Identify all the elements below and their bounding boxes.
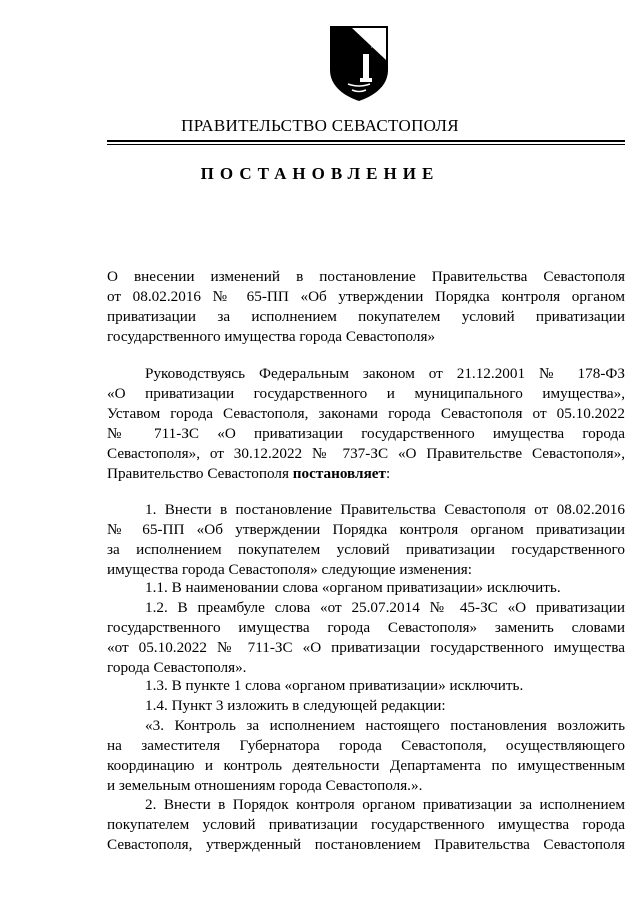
header-rule-thin — [107, 144, 625, 145]
item-1-line: 1. Внести в постановление Правительства Севастополя от 08.02.2016 — [145, 501, 625, 518]
item-1-4 — [107, 696, 625, 716]
header-rule-thick — [107, 140, 625, 142]
preamble-last-prefix: Правительство Севастополя — [107, 465, 293, 482]
item-1-line: № 65-ПП «Об утверждении Порядка контроля органом приватизации — [107, 521, 625, 538]
government-name: ПРАВИТЕЛЬСТВО СЕВАСТОПОЛЯ — [181, 116, 459, 135]
quote-line: на заместителя Губернатора города Севастополя, осуществляющего — [107, 737, 625, 754]
sevastopol-coat-of-arms-icon — [328, 24, 390, 102]
document-type: ПОСТАНОВЛЕНИЕ — [200, 164, 440, 183]
subject-line: государственного имущества города Севастополя» — [107, 328, 436, 345]
item-1-2-line: города Севастополя». — [107, 659, 247, 676]
document-subject — [107, 267, 625, 347]
item-1-1-line: 1.1. В наименовании слова «органом приватизации» исключить. — [145, 579, 561, 596]
subject-line: О внесении изменений в постановление Правительства Севастополя — [107, 268, 625, 285]
item-1-line: за исполнением покупателем условий приватизации государственного — [107, 541, 625, 558]
item-1-2-line: государственного имущества города Севастополя» заменить словами — [107, 619, 625, 636]
preamble-paragraph — [107, 364, 625, 484]
preamble-last-suffix: : — [385, 465, 391, 482]
quote-line: координацию и контроль деятельности Департамента по имущественным — [107, 757, 625, 774]
item-1-4-quote — [107, 716, 625, 796]
item-1-line: имущества города Севастополя» следующие изменения: — [107, 561, 472, 578]
preamble-line: № 711-ЗС «О приватизации государственного имущества города — [107, 425, 625, 442]
subject-line: приватизации за исполнением покупателем условий приватизации — [107, 308, 625, 325]
item-1 — [107, 500, 625, 580]
preamble-resolution-line — [107, 464, 625, 484]
preamble-line: Руководствуясь Федеральным законом от 21.12.2001 № 178-ФЗ — [145, 365, 625, 382]
item-2-line: Севастополя, утвержденный постановлением Правительства Севастополя — [107, 836, 625, 853]
preamble-line: Севастополя», от 30.12.2022 № 737-ЗС «О Правительстве Севастополя», — [107, 445, 625, 462]
item-2-line: покупателем условий приватизации государственного имущества города — [107, 816, 625, 833]
quote-line: «3. Контроль за исполнением настоящего постановления возложить — [145, 717, 625, 734]
quote-line: и земельным отношениям города Севастополя.». — [107, 777, 423, 794]
item-1-3-line: 1.3. В пункте 1 слова «органом приватизации» исключить. — [145, 677, 524, 694]
item-2-line: 2. Внести в Порядок контроля органом приватизации за исполнением — [145, 796, 625, 813]
item-1-2-line: 1.2. В преамбуле слова «от 25.07.2014 № 45-ЗС «О приватизации — [145, 599, 625, 616]
item-1-4-line: 1.4. Пункт 3 изложить в следующей редакции: — [145, 697, 446, 714]
item-2 — [107, 795, 625, 855]
item-1-2 — [107, 598, 625, 678]
item-1-1 — [107, 578, 625, 598]
preamble-line: Уставом города Севастополя, законами города Севастополя от 05.10.2022 — [107, 405, 625, 422]
resolves-word: постановляет — [292, 465, 386, 482]
item-1-3 — [107, 676, 625, 696]
subject-line: от 08.02.2016 № 65-ПП «Об утверждении Порядка контроля органом — [107, 288, 625, 305]
item-1-2-line: «от 05.10.2022 № 711-ЗС «О приватизации государственного имущества — [107, 639, 625, 656]
preamble-line: «О приватизации государственного и муниципального имущества», — [107, 385, 625, 402]
